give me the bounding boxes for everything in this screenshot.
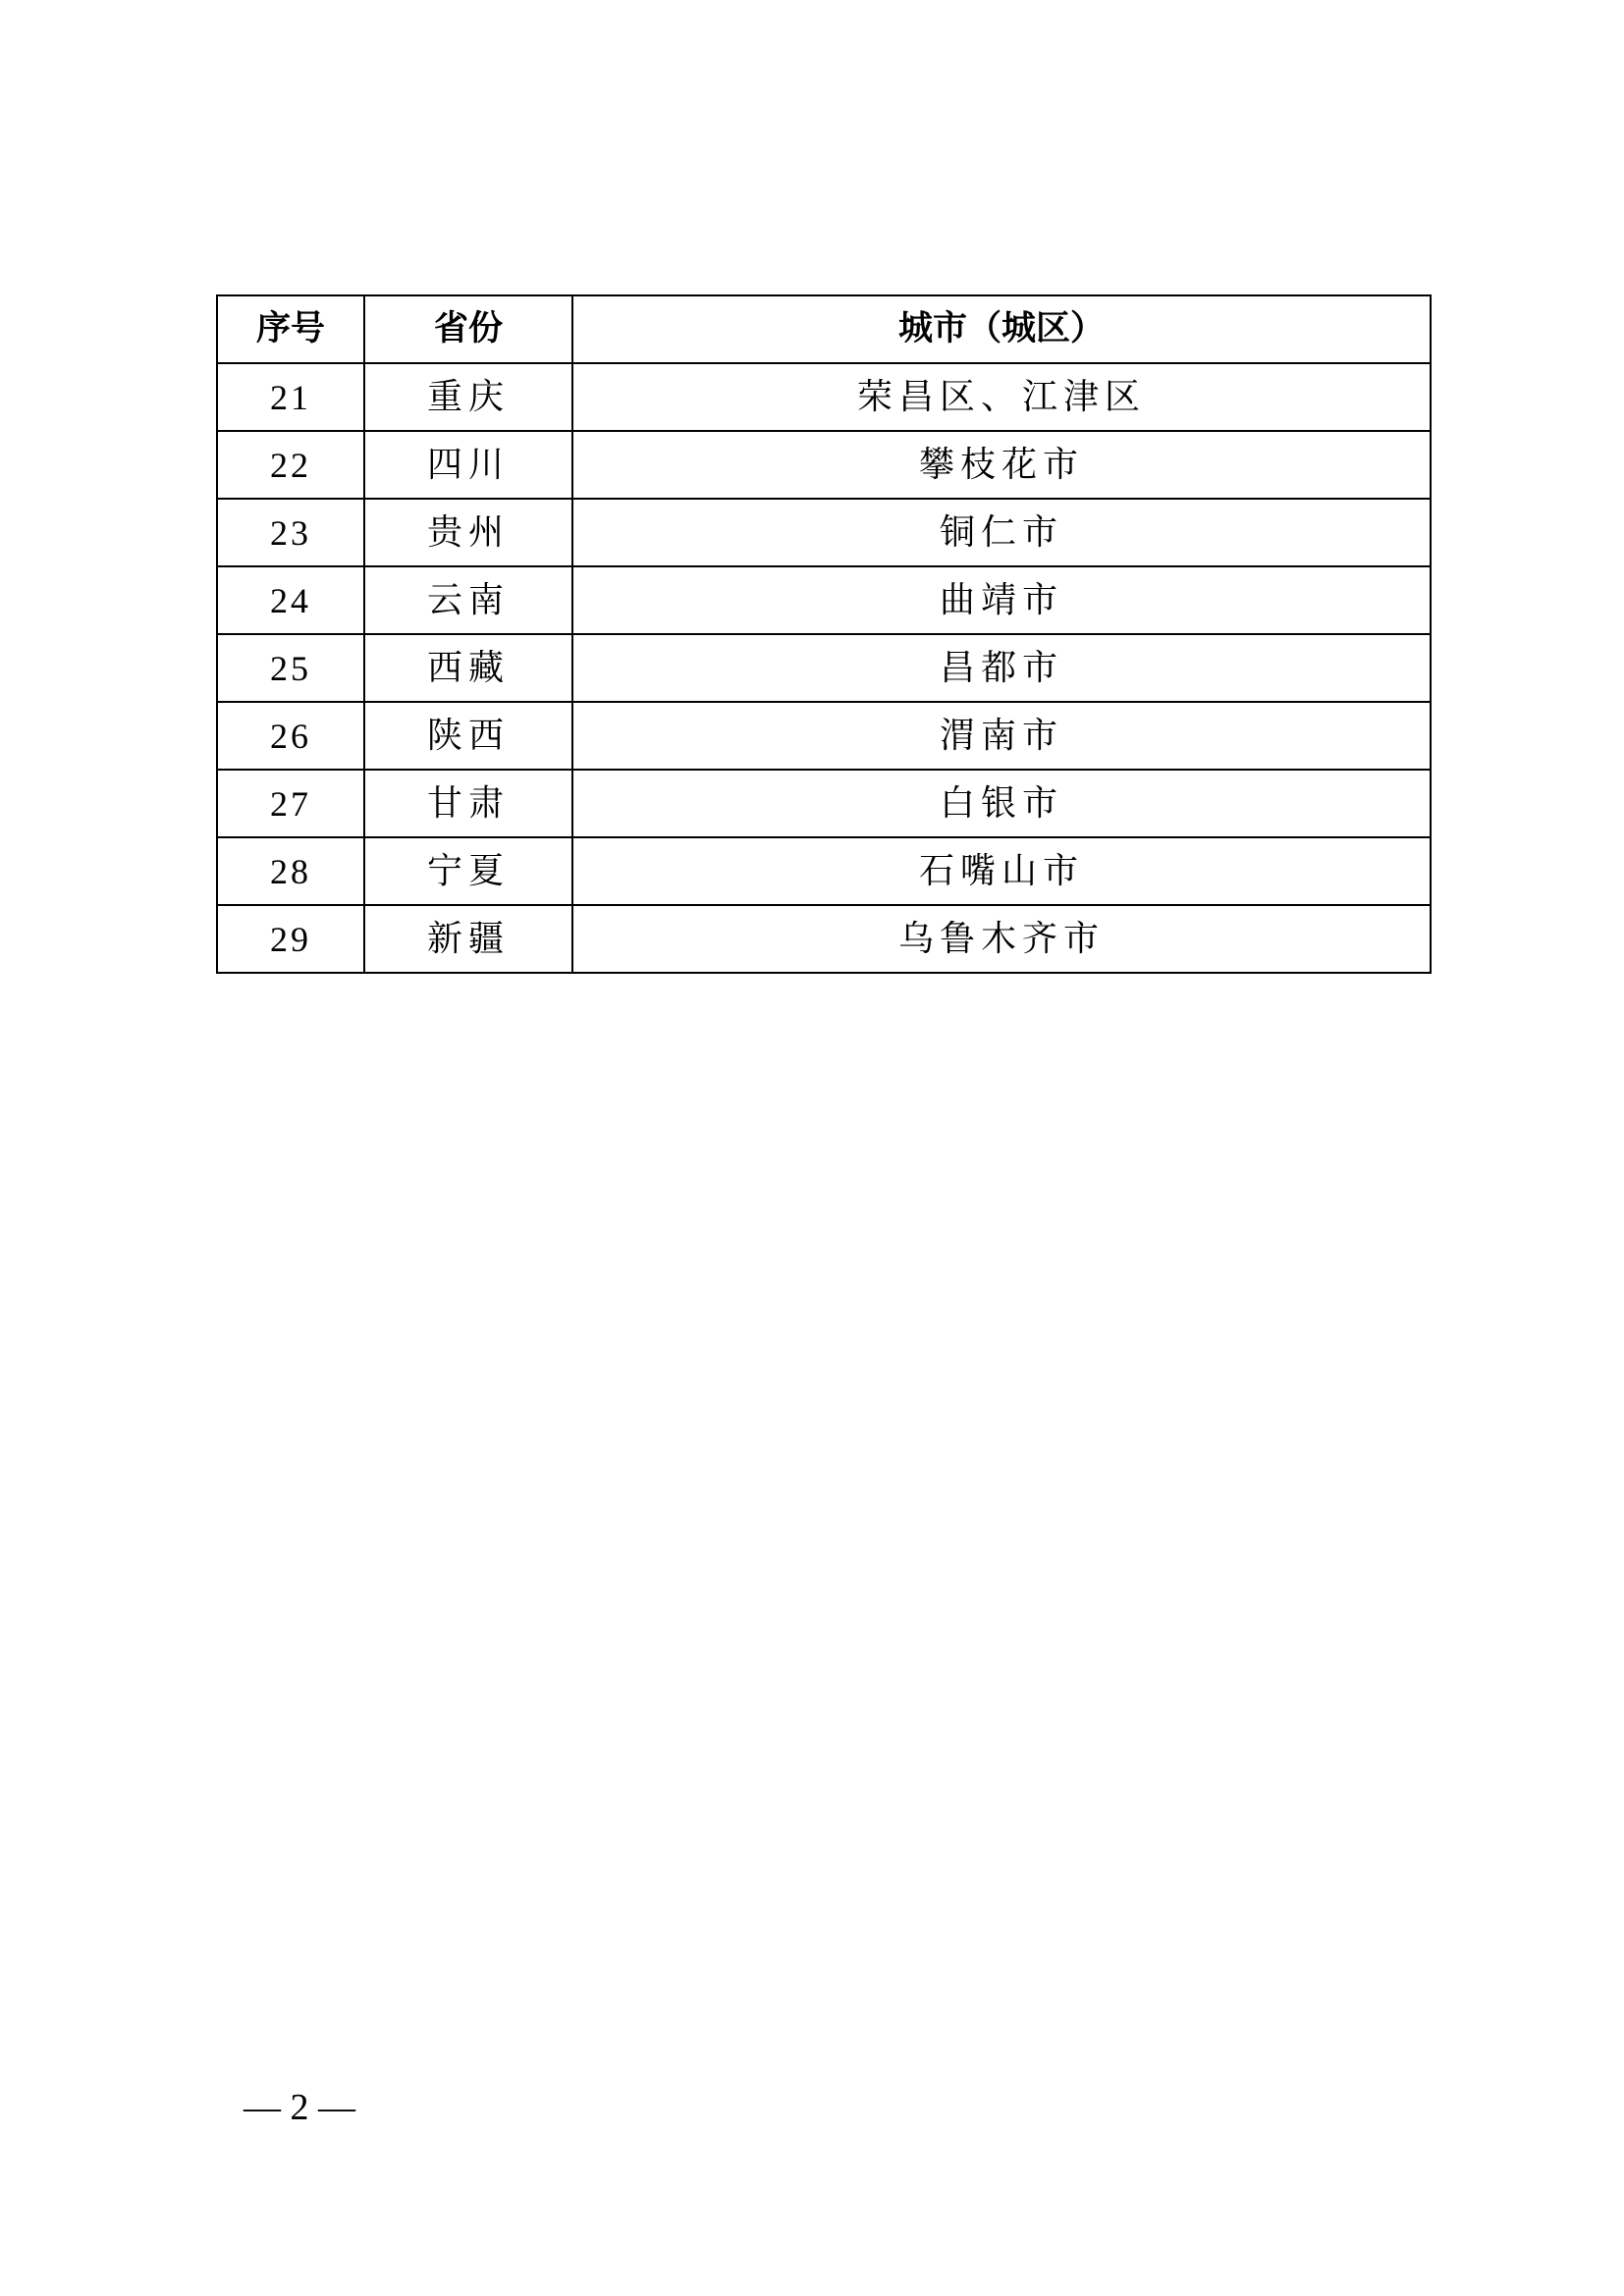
row-city: 白银市 [572, 770, 1431, 837]
row-province: 宁夏 [364, 837, 572, 905]
row-city: 渭南市 [572, 702, 1431, 770]
row-serial-number: 25 [217, 634, 364, 702]
header-city: 城市（城区） [572, 295, 1431, 363]
row-province: 重庆 [364, 363, 572, 431]
table-row [217, 363, 1431, 431]
row-serial-number: 21 [217, 363, 364, 431]
row-province: 甘肃 [364, 770, 572, 837]
row-serial-number: 29 [217, 905, 364, 973]
table-row [217, 702, 1431, 770]
row-province: 贵州 [364, 499, 572, 566]
row-city: 攀枝花市 [572, 431, 1431, 499]
row-city: 石嘴山市 [572, 837, 1431, 905]
header-serial-number: 序号 [217, 295, 364, 363]
row-city: 乌鲁木齐市 [572, 905, 1431, 973]
page-number: — 2 — [244, 2087, 355, 2128]
table-row [217, 905, 1431, 973]
table-header-row [217, 295, 1431, 363]
table-row [217, 634, 1431, 702]
row-serial-number: 22 [217, 431, 364, 499]
table-row [217, 837, 1431, 905]
table-row [217, 770, 1431, 837]
row-serial-number: 28 [217, 837, 364, 905]
row-city: 荣昌区、江津区 [572, 363, 1431, 431]
table-row [217, 499, 1431, 566]
city-list-table [216, 294, 1432, 974]
table-row [217, 566, 1431, 634]
row-province: 新疆 [364, 905, 572, 973]
row-city: 昌都市 [572, 634, 1431, 702]
row-city: 铜仁市 [572, 499, 1431, 566]
row-serial-number: 23 [217, 499, 364, 566]
row-city: 曲靖市 [572, 566, 1431, 634]
header-province: 省份 [364, 295, 572, 363]
row-province: 西藏 [364, 634, 572, 702]
row-province: 云南 [364, 566, 572, 634]
row-serial-number: 26 [217, 702, 364, 770]
row-province: 四川 [364, 431, 572, 499]
row-province: 陕西 [364, 702, 572, 770]
row-serial-number: 27 [217, 770, 364, 837]
table-row [217, 431, 1431, 499]
row-serial-number: 24 [217, 566, 364, 634]
